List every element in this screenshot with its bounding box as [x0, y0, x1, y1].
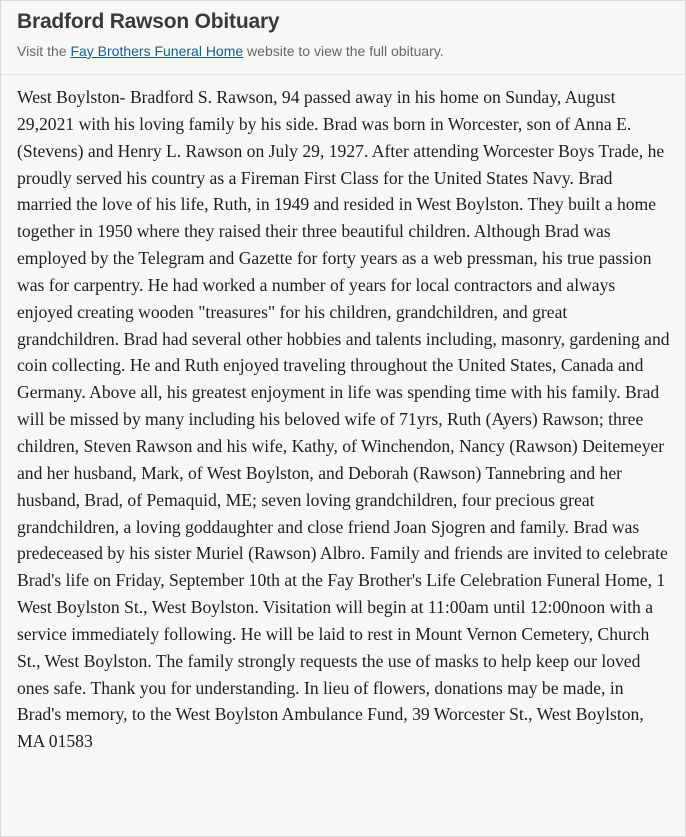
obituary-title: Bradford Rawson Obituary: [17, 10, 280, 33]
visit-suffix: website to view the full obituary.: [243, 43, 444, 59]
visit-notice: [17, 41, 670, 61]
funeral-home-link[interactable]: Fay Brothers Funeral Home: [70, 43, 244, 59]
header-divider: [1, 74, 685, 75]
obituary-text: West Boylston- Bradford S. Rawson, 94 passed away in his home on Sunday, August 29,2021 with his loving family by his side. Brad was born in Worcester, son of Anna E. (Stevens) and Henry L. Rawson on July 29, 1927. After attending Worcester Boys Trade, he proudly served his country as a Fireman First Class for the United States Navy. Brad married the love of his life, Ruth, in 1949 and resided in West Boylston. They built a home together in 1950 where they raised their three beautiful children. Although Brad was employed by the Telegram and Gazette for forty years as a web pressman, his true passion was for carpentry. He had worked a number of years for local contractors and always enjoyed creating wooden "treasures" for his children, grandchildren, and great grandchildren. Brad had several other hobbies and talents including, masonry, gardening and coin collecting. He and Ruth enjoyed traveling throughout the United States, Canada and Germany. Above all, his greatest enjoyment in life was spending time with his family. Brad will be missed by many including his beloved wife of 71yrs, Ruth (Ayers) Rawson; three children, Steven Rawson and his wife, Kathy, of Winchendon, Nancy (Rawson) Deitemeyer and her husband, Mark, of West Boylston, and Deborah (Rawson) Tannebring and her husband, Brad, of Pemaquid, ME; seven loving grandchildren, four precious great grandchildren, a loving goddaughter and close friend Joan Sjogren and family. Brad was predeceased by his sister Muriel (Rawson) Albro. Family and friends are invited to celebrate Brad's life on Friday, September 10th at the Fay Brother's Life Celebration Funeral Home, 1 West Boylston St., West Boylston. Visitation will begin at 11:00am until 12:00noon with a service immediately following. He will be laid to rest in Mount Vernon Cemetery, Church St., West Boylston. The family strongly requests the use of masks to help keep our loved ones safe. Thank you for understanding. In lieu of flowers, donations may be made, in Brad's memory, to the West Boylston Ambulance Fund, 39 Worcester St., West Boylston, MA 01583: [17, 87, 670, 752]
visit-prefix: Visit the: [17, 43, 71, 59]
